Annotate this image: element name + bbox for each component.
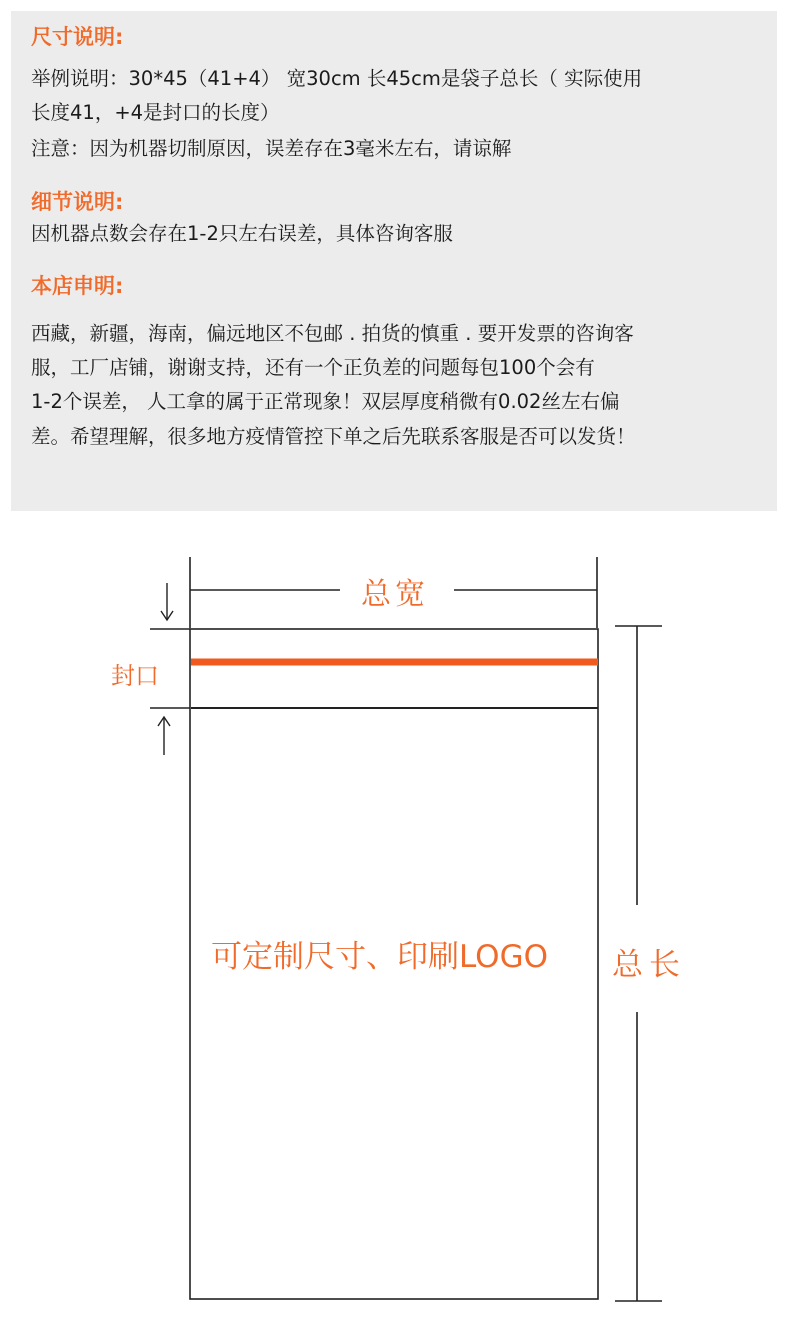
detail-heading: 细节说明: bbox=[31, 190, 124, 214]
total-length-label: 总长 bbox=[612, 947, 686, 983]
size-heading: 尺寸说明: bbox=[31, 25, 124, 49]
size-line-2: 长度41，+4是封口的长度） bbox=[31, 101, 280, 124]
customization-text: 可定制尺寸、印刷LOGO bbox=[211, 939, 548, 975]
store-line-1: 西藏，新疆，海南，偏远地区不包邮 . 拍货的慎重 . 要开发票的咨询客 bbox=[31, 322, 634, 345]
store-heading: 本店申明: bbox=[31, 274, 124, 298]
info-panel bbox=[11, 11, 777, 511]
store-line-2: 服，工厂店铺，谢谢支持，还有一个正负差的问题每包100个会有 bbox=[31, 356, 595, 379]
bag-size-diagram bbox=[0, 515, 790, 1336]
bag-diagram-lines bbox=[0, 515, 790, 1336]
size-note-line: 注意：因为机器切制原因，误差存在3毫米左右，请谅解 bbox=[31, 137, 512, 160]
total-width-label: 总宽 bbox=[361, 577, 429, 612]
detail-line-1: 因机器点数会存在1-2只左右误差，具体咨询客服 bbox=[31, 222, 453, 245]
store-line-4: 差。希望理解，很多地方疫情管控下单之后先联系客服是否可以发货！ bbox=[31, 425, 636, 448]
seal-label: 封口 bbox=[111, 662, 159, 690]
store-line-3: 1-2个误差， 人工拿的属于正常现象！双层厚度稍微有0.02丝左右偏 bbox=[31, 390, 620, 413]
size-line-1: 举例说明：30*45（41+4） 宽30cm 长45cm是袋子总长（ 实际使用 bbox=[31, 67, 643, 90]
